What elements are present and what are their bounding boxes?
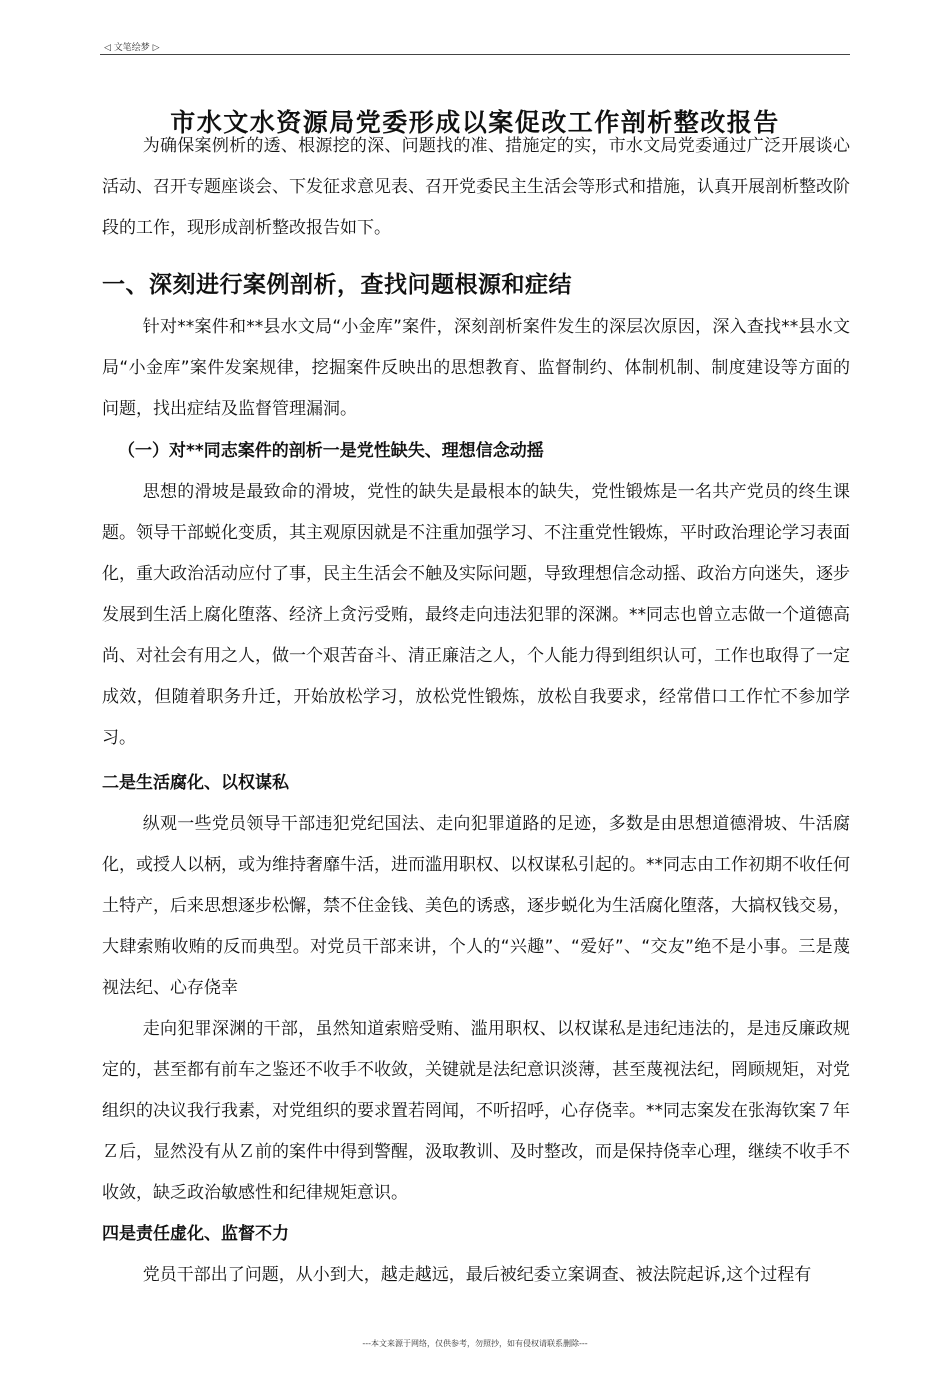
section-heading-1: 一、深刻进行案例剖析，查找问题根源和症结 (102, 272, 572, 298)
intro-paragraph: 为确保案例析的透、根源挖的深、问题找的准、措施定的实，市水文局党委通过广泛开展谈心活动、召开专题座谈会、下发征求意见表、召开党委民主生活会等形式和措施，认真开展剖析整改阶段的工作，现形成剖析整改报告如下。 (102, 136, 850, 238)
subsection-4-paragraph: 党员干部出了问题，从小到大，越走越远，最后被纪委立案调查、被法院起诉,这个过程有 (142, 1265, 812, 1285)
page-title: 市水文水资源局党委形成以案促改工作剖析整改报告 (170, 107, 780, 137)
subsection-2-paragraph: 纵观一些党员领导干部违犯党纪国法、走向犯罪道路的足迹，多数是由思想道德滑坡、牛活腐化，或授人以柄，或为维持奢靡牛活，进而滥用职权、以权谋私引起的。**同志由工作初期不收任何土特产，后来思想逐步松懈，禁不住金钱、美色的诱惑，逐步蜕化为生活腐化堕落，大搞权钱交易，大肆索贿收贿的反而典型。对党员干部来讲，个人的“兴趣”、“爱好”、“交友”绝不是小事。三是蔑视法纪、心存侥幸 (102, 814, 850, 998)
subsection-3-paragraph: 走向犯罪深渊的干部，虽然知道索赔受贿、滥用职权、以权谋私是违纪违法的，是违反廉政规定的，甚至都有前车之鉴还不收手不收敛，关键就是法纪意识淡薄，甚至蔑视法纪，罔顾规矩，对党组织的决议我行我素，对党组织的要求置若罔闻，不听招呼，心存侥幸。**同志案发在张海钦案７年Ｚ后，显然没有从Ｚ前的案件中得到警醒，汲取教训、及时整改，而是保持侥幸心理，继续不收手不收敛，缺乏政治敏感性和纪律规矩意识。 (102, 1019, 850, 1203)
header-rule (100, 54, 850, 55)
footer-note: ---本文来源于网络，仅供参考，勿照抄，如有侵权请联系删除--- (362, 1339, 588, 1348)
subsection-heading-4: 四是责任虚化、监督不力 (102, 1224, 289, 1244)
section-1-paragraph: 针对**案件和**县水文局“小金库”案件，深刻剖析案件发生的深层次原因，深入查找**县水文局“小金库”案件发案规律，挖掘案件反映出的思想教育、监督制约、体制机制、制度建设等方面的问题，找出症结及监督管理漏洞。 (102, 317, 850, 419)
subsection-1-paragraph: 思想的滑坡是最致命的滑坡，党性的缺失是最根本的缺失，党性锻炼是一名共产党员的终生课题。领导干部蜕化变质，其主观原因就是不注重加强学习、不注重党性锻炼，平时政治理论学习表面化，重大政治活动应付了事，民主生活会不触及实际问题，导致理想信念动摇、政治方向迷失，逐步发展到生活上腐化堕落、经济上贪污受贿，最终走向违法犯罪的深渊。**同志也曾立志做一个道德高尚、对社会有用之人，做一个艰苦奋斗、清正廉洁之人，个人能力得到组织认可，工作也取得了一定成效，但随着职务升迁，开始放松学习，放松党性锻炼，放松自我要求，经常借口工作忙不参加学习。 (102, 482, 850, 748)
subsection-heading-1: （一）对**同志案件的剖析一是党性缺失、理想信念动摇 (118, 441, 544, 461)
subsection-heading-2: 二是生活腐化、以权谋私 (102, 773, 289, 793)
header-mark: ◁ 文笔绘梦 ▷ (104, 43, 160, 53)
